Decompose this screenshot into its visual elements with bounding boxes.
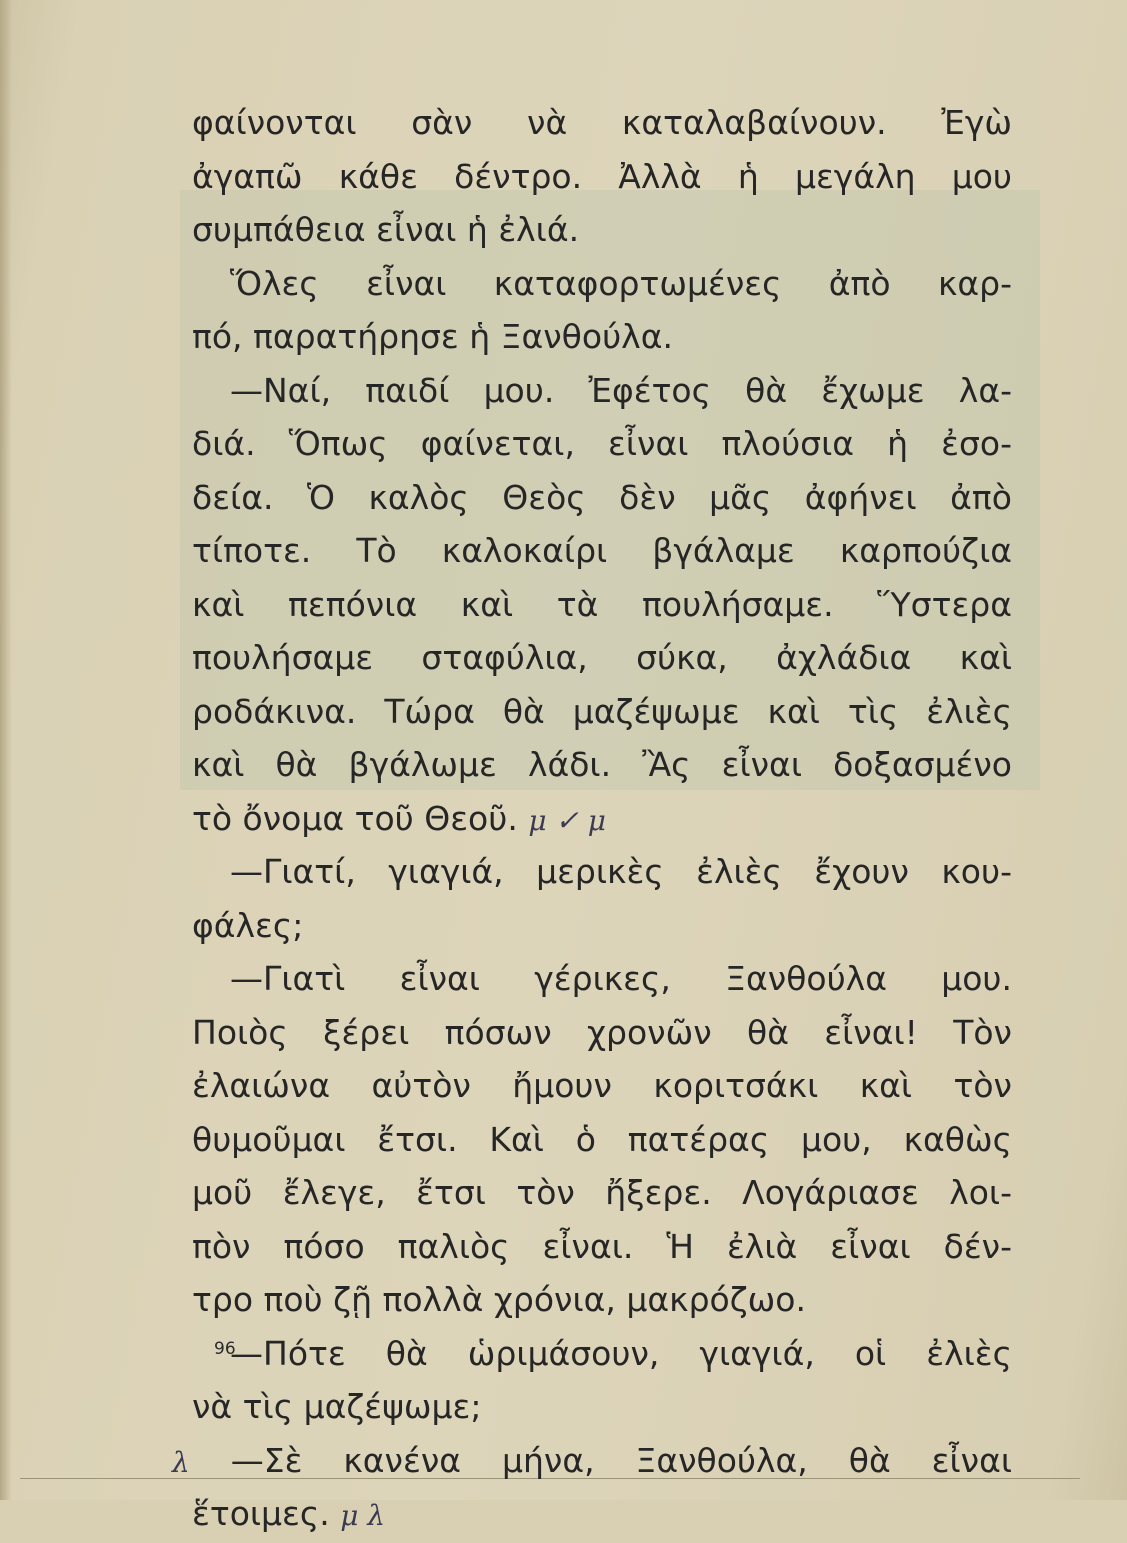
text-line-15: —Γιατί, γιαγιά, μερικὲς ἐλιὲς ἔχουν κου- (230, 852, 1012, 891)
text-line-19: ἐλαιώνα αὐτὸν ἤμουν κοριτσάκι καὶ τὸν (192, 1066, 1012, 1105)
text-line-7: διά. Ὅπως φαίνεται, εἶναι πλούσια ἡ ἐσο- (192, 424, 1012, 463)
text-line-23: τρο ποὺ ζῇ πολλὰ χρόνια, μακρόζωο. (192, 1280, 806, 1319)
text-line-14-content: τὸ ὄνομα τοῦ Θεοῦ. (192, 798, 518, 838)
text-line-24: —Πότε θὰ ὡριμάσουν, γιαγιά, οἱ ἐλιὲς (230, 1333, 1012, 1373)
text-line-11: πουλήσαμε σταφύλια, σύκα, ἀχλάδια καὶ (192, 638, 1012, 677)
text-line-27-content: ἕτοιμες. (192, 1494, 330, 1533)
handwritten-mark-2: λ (172, 1445, 190, 1479)
text-line-17: —Γιατὶ εἶναι γέρικες, Ξανθούλα μου. (230, 959, 1012, 998)
text-line-12: ροδάκινα. Τώρα θὰ μαζέψωμε καὶ τὶς ἐλιὲς (192, 691, 1012, 731)
text-line-8: δεία. Ὁ καλὸς Θεὸς δὲν μᾶς ἀφήνει ἀπὸ (192, 477, 1012, 517)
text-line-3: συμπάθεια εἶναι ἡ ἐλιά. (192, 210, 580, 249)
handwritten-mark-1: μ ✓ μ (528, 803, 606, 837)
text-line-26 (172, 1434, 1012, 1488)
text-line-14 (192, 792, 1012, 846)
text-line-20: θυμοῦμαι ἔτσι. Καὶ ὁ πατέρας μου, καθὼς (192, 1119, 1012, 1159)
text-line-27 (192, 1487, 1012, 1541)
text-line-2: ἀγαπῶ κάθε δέντρο. Ἀλλὰ ἡ μεγάλη μου (192, 156, 1012, 196)
text-line-10: καὶ πεπόνια καὶ τὰ πουλήσαμε. Ὕστερα (192, 584, 1012, 624)
text-line-9: τίποτε. Τὸ καλοκαίρι βγάλαμε καρπούζια (192, 531, 1012, 570)
text-line-25: νὰ τὶς μαζέψωμε; (192, 1387, 482, 1426)
text-line-6: —Ναί, παιδί μου. Ἐφέτος θὰ ἔχωμε λα- (230, 370, 1012, 410)
text-line-4: Ὅλες εἶναι καταφορτωμένες ἀπὸ καρ- (230, 263, 1012, 303)
text-line-5: πό, παρατήρησε ἡ Ξανθούλα. (192, 317, 673, 356)
text-line-1: φαίνονται σὰν νὰ καταλαβαίνουν. Ἐγὼ (192, 103, 1012, 142)
handwritten-mark-3: μ λ (340, 1499, 386, 1532)
text-line-21: μοῦ ἔλεγε, ἔτσι τὸν ἤξερε. Λογάριασε λοι- (192, 1173, 1012, 1212)
text-line-13: καὶ θὰ βγάλωμε λάδι. Ἂς εἶναι δοξασμένο (192, 745, 1012, 784)
text-line-18: Ποιὸς ξέρει πόσων χρονῶν θὰ εἶναι! Τὸν (192, 1012, 1012, 1052)
text-line-16: φάλες; (192, 905, 304, 945)
text-line-26-content: —Σὲ κανένα μήνα, Ξανθούλα, θὰ εἶναι (230, 1440, 1013, 1480)
text-line-22: πὸν πόσο παλιὸς εἶναι. Ἡ ἐλιὰ εἶναι δέν- (192, 1226, 1012, 1266)
body-text (172, 96, 1013, 1541)
page-edge-shadow (0, 0, 12, 1500)
page-number: 96 (214, 1339, 236, 1359)
